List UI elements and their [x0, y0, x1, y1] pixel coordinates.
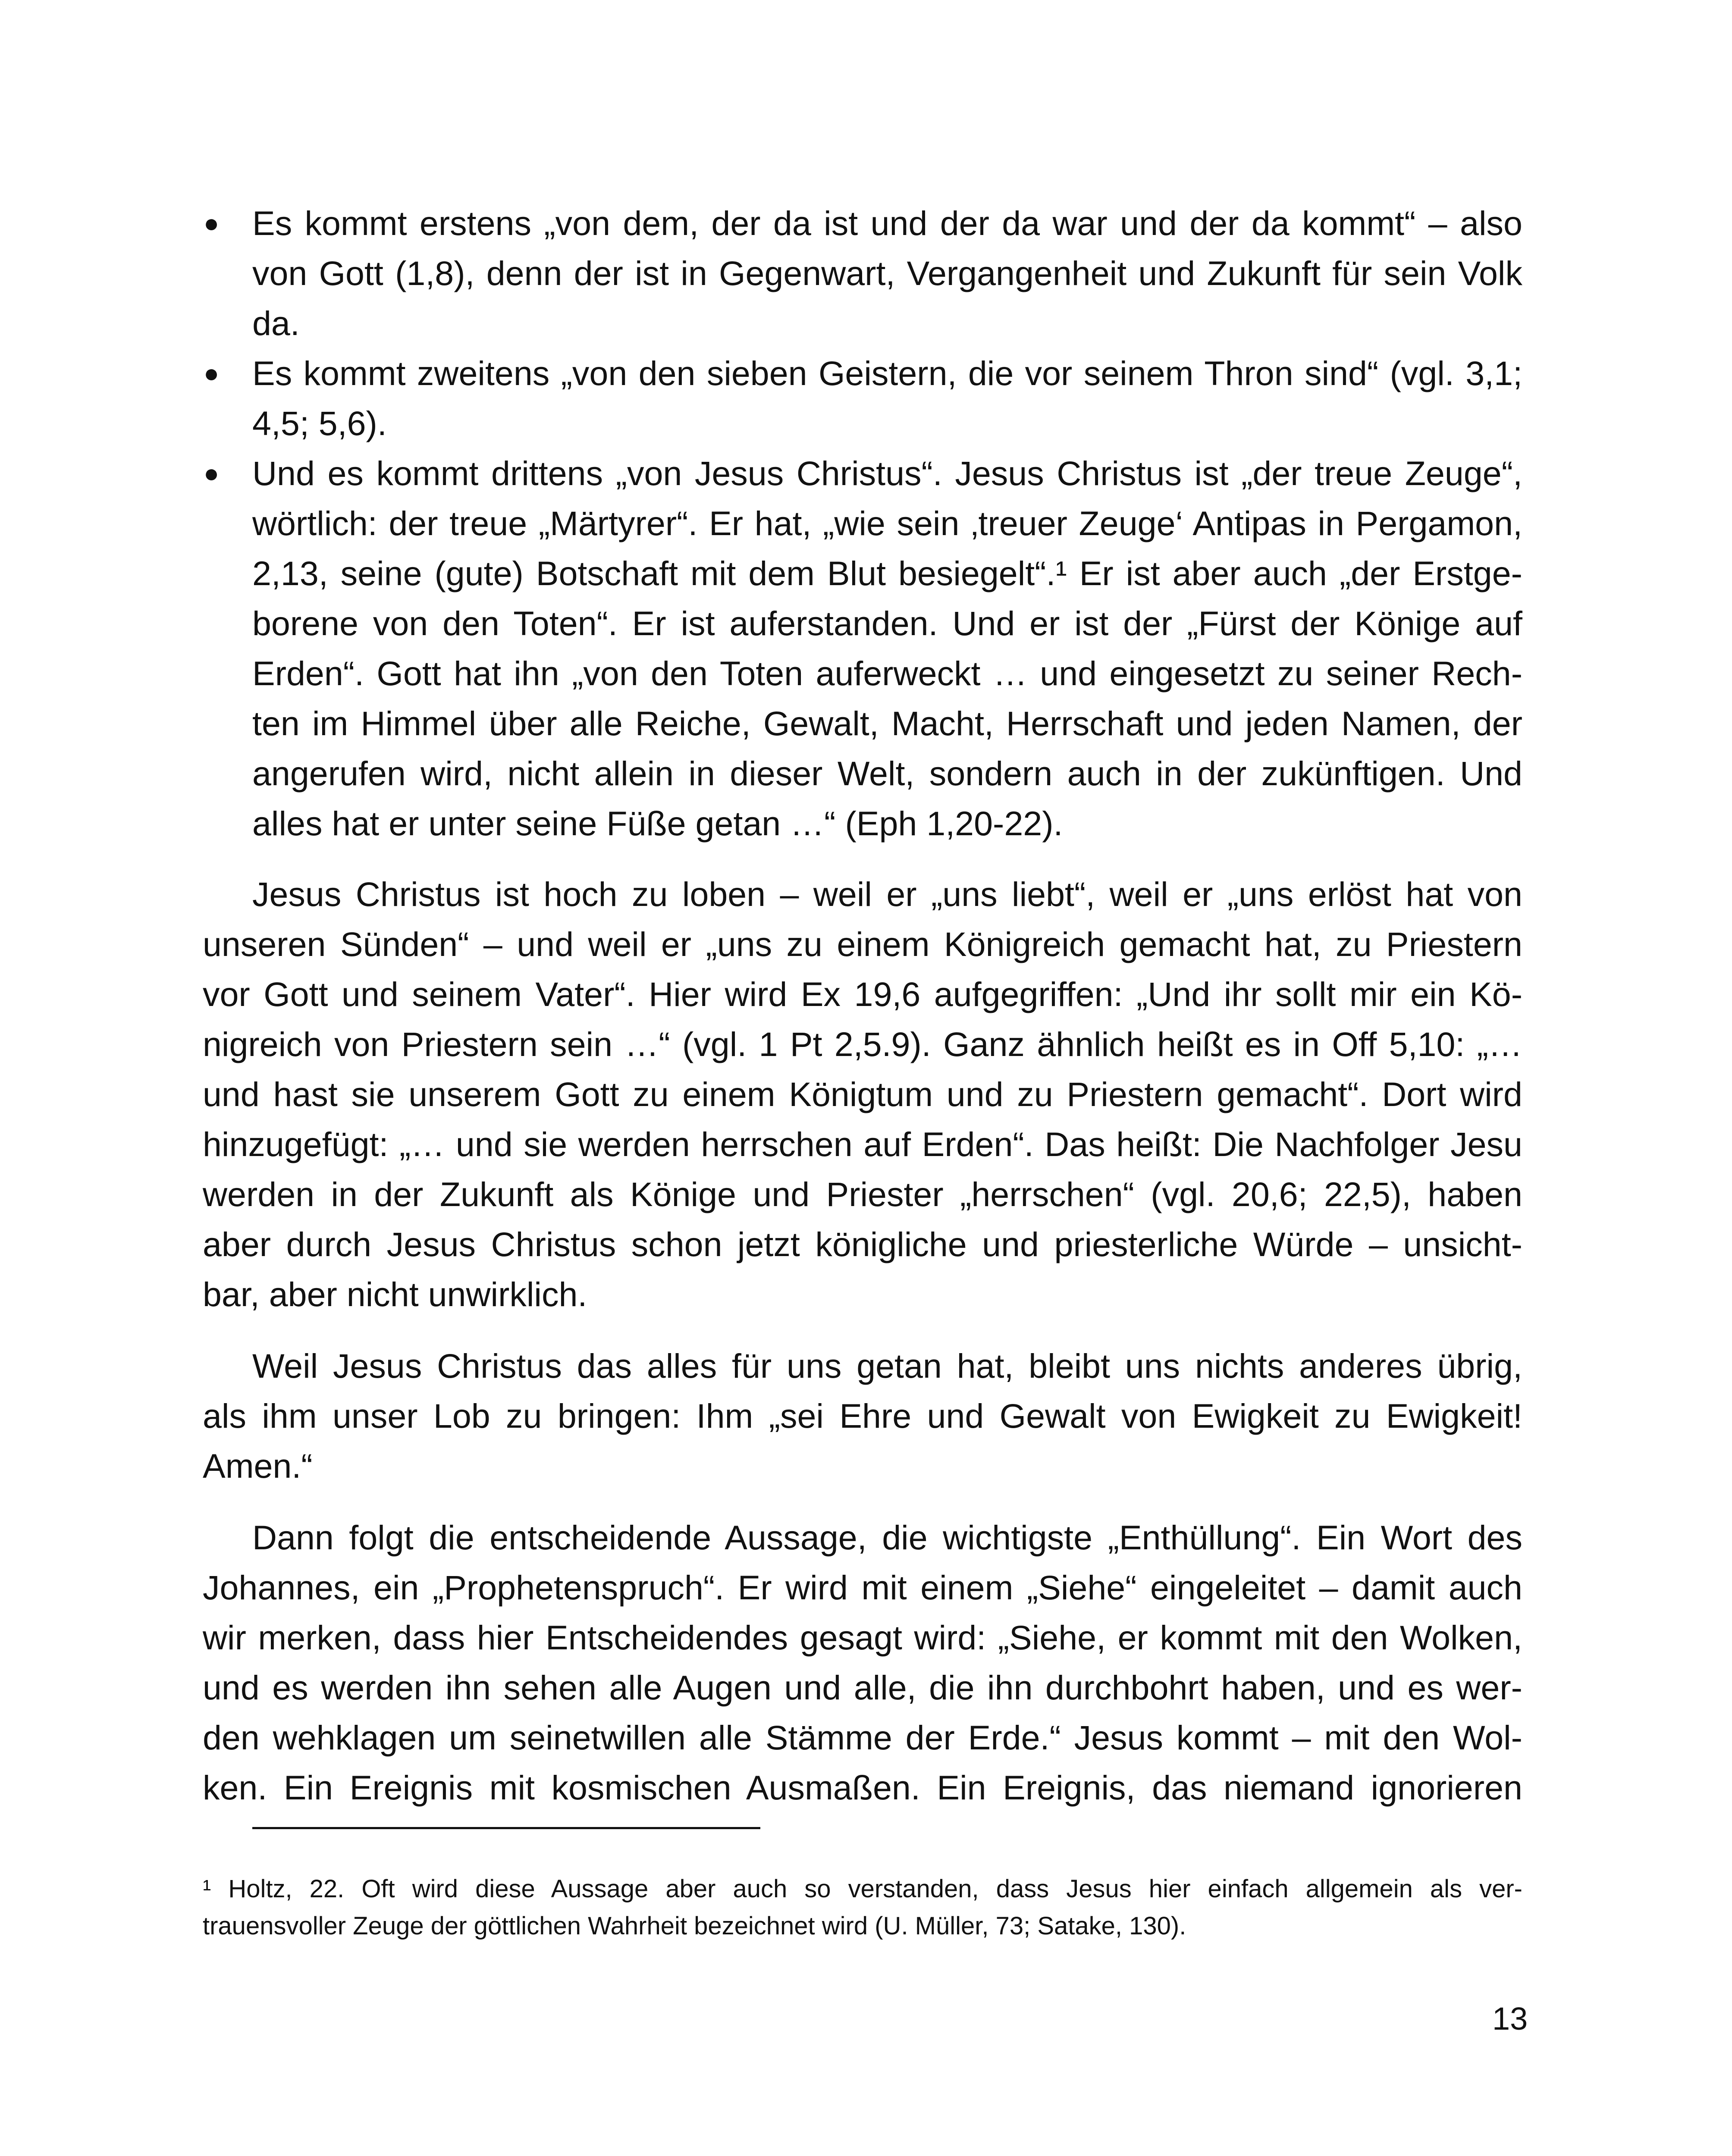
text-line: Amen.“ — [203, 1447, 313, 1485]
text-line: Und es kommt drittens „von Jesus Christus“. Jesus Christus ist „der treue Zeuge“, — [252, 454, 1522, 492]
text-line: Es kommt zweitens „von den sieben Geistern, die vor seinem Thron sind“ (vgl. 3,1; — [252, 354, 1522, 392]
text-line: und es werden ihn sehen alle Augen und alle, die ihn durchbohrt haben, und es wer- — [203, 1668, 1522, 1707]
text-line: nigreich von Priestern sein …“ (vgl. 1 Pt 2,5.9). Ganz ähnlich heißt es in Off 5,10: „… — [203, 1025, 1522, 1063]
text-line: von Gott (1,8), denn der ist in Gegenwart, Vergangenheit und Zukunft für sein Volk — [252, 254, 1522, 292]
text-line: 4,5; 5,6). — [252, 404, 387, 442]
text-line: da. — [252, 304, 300, 342]
footnote-line: trauensvoller Zeuge der göttlichen Wahrheit bezeichnet wird (U. Müller, 73; Satake, 130). — [203, 1912, 1186, 1940]
text-line: Weil Jesus Christus das alles für uns getan hat, bleibt uns nichts anderes übrig, — [252, 1347, 1522, 1385]
text-line: und hast sie unserem Gott zu einem Königtum und zu Priestern gemacht“. Dort wird — [203, 1075, 1522, 1113]
footnote-separator — [252, 1827, 760, 1829]
text-line: Johannes, ein „Prophetenspruch“. Er wird mit einem „Siehe“ eingeleitet – damit auch — [203, 1568, 1522, 1607]
bullet-dot-icon: ● — [204, 459, 220, 488]
text-line: Dann folgt die entscheidende Aussage, die wichtigste „Enthüllung“. Ein Wort des — [252, 1518, 1522, 1557]
text-line: hinzugefügt: „… und sie werden herrschen auf Erden“. Das heißt: Die Nachfolger Jesu — [203, 1125, 1522, 1163]
text-line: aber durch Jesus Christus schon jetzt königliche und priesterliche Würde – unsicht- — [203, 1225, 1522, 1263]
page-number: 13 — [1492, 2001, 1528, 2037]
text-line: den wehklagen um seinetwillen alle Stämme der Erde.“ Jesus kommt – mit den Wol- — [203, 1718, 1522, 1757]
text-line: bar, aber nicht unwirklich. — [203, 1275, 587, 1313]
text-line: vor Gott und seinem Vater“. Hier wird Ex 19,6 aufgegriffen: „Und ihr sollt mir ein Kö- — [203, 975, 1522, 1013]
text-line: Es kommt erstens „von dem, der da ist und der da war und der da kommt“ – also — [252, 204, 1522, 242]
text-line: wörtlich: der treue „Märtyrer“. Er hat, „wie sein ‚treuer Zeuge‘ Antipas in Pergamon, — [252, 504, 1522, 542]
bullet-dot-icon: ● — [204, 359, 220, 388]
text-line: borene von den Toten“. Er ist auferstanden. Und er ist der „Fürst der Könige auf — [252, 604, 1522, 642]
text-line: wir merken, dass hier Entscheidendes gesagt wird: „Siehe, er kommt mit den Wolken, — [203, 1618, 1522, 1657]
text-line: unseren Sünden“ – und weil er „uns zu einem Königreich gemacht hat, zu Priestern — [203, 925, 1522, 963]
text-line: werden in der Zukunft als Könige und Priester „herrschen“ (vgl. 20,6; 22,5), haben — [203, 1175, 1522, 1213]
bullet-dot-icon: ● — [204, 209, 220, 238]
text-line: Erden“. Gott hat ihn „von den Toten auferweckt … und eingesetzt zu seiner Rech- — [252, 654, 1522, 693]
text-line: als ihm unser Lob zu bringen: Ihm „sei Ehre und Gewalt von Ewigkeit zu Ewigkeit! — [203, 1397, 1522, 1435]
text-line: angerufen wird, nicht allein in dieser Welt, sondern auch in der zukünftigen. Und — [252, 754, 1522, 793]
text-line: ten im Himmel über alle Reiche, Gewalt, Macht, Herrschaft und jeden Namen, der — [252, 704, 1522, 743]
text-line: 2,13, seine (gute) Botschaft mit dem Blut besiegelt“.¹ Er ist aber auch „der Erstge- — [252, 554, 1522, 592]
footnote-line: ¹ Holtz, 22. Oft wird diese Aussage aber auch so verstanden, dass Jesus hier einfach allgemein als ver- — [203, 1875, 1522, 1903]
text-line: Jesus Christus ist hoch zu loben – weil er „uns liebt“, weil er „uns erlöst hat von — [252, 875, 1522, 913]
text-line: ken. Ein Ereignis mit kosmischen Ausmaßen. Ein Ereignis, das niemand ignorieren — [203, 1768, 1522, 1807]
text-line: alles hat er unter seine Füße getan …“ (Eph 1,20-22). — [252, 804, 1063, 843]
